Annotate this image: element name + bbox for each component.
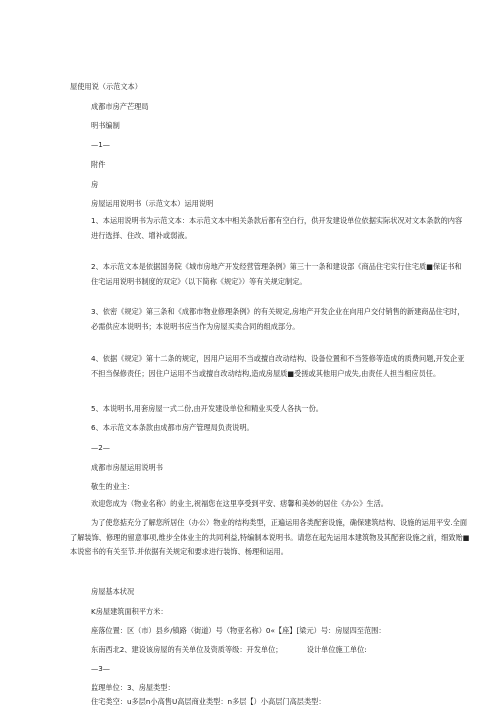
doc-title-line: 屋使用说（示范文本） (70, 82, 142, 91)
supervision-line: 监理单位：3、房屋类型： (91, 683, 175, 692)
location-line: 座落位置：区（市）县乡/镇路（街道）号（物亚名称）0«【座】[梁元）号：房屋四至范围： (91, 626, 386, 635)
paragraph-6: 6、本示范文本条款由成都市房产管理局负责说明。 (91, 423, 254, 432)
fragment-label: 房 (91, 180, 99, 189)
paragraph-5: 5、本说明书,用套房屋一式二份,由开发建设单位和精业买受人各执一份。 (91, 404, 323, 413)
basic-info-heading: 房屋基本状况 (91, 587, 135, 596)
compiled-line: 明书编制 (91, 121, 120, 130)
greeting: 敬生的业主： (91, 482, 135, 491)
section-heading: 房屋运用说明书（示范文本）运用说明 (91, 199, 214, 208)
manual-title: 成都市房屋运用说明书 (91, 463, 163, 472)
units-line: 东南西北2、建设该房屋的有关单位及资质等级：开发单位； 设计单位施工单位: (91, 645, 367, 654)
paragraph-8: 为了使您掂充分了解您所居住（办公）物业的结构类型，正遍运用各类配套设施，确保建筑结构、设施的运用平安.全面了解装饰、修理的留意事项,维步全体业主的共同利益,特编制本说明书。请您在起先运用本建筑物及其配套设施之前，细致贻■本说密书的有关至节.并依据有关规定和要求进行装饰、杨理和运用。 (70, 518, 470, 557)
paragraph-3: 3、依密《规定》第三条和《成都市物业修理条例》的有关规定,房地产开发企业在向用户交付销售的新建商品住宅时，必需供应本说明书；本说明书应当作为房屋买卖合同的组成部分。 (91, 307, 465, 331)
paragraph-4: 4、依据《规定》第十二条的规定，因用户运用不当或擅自改动结构、设备位置和不当签修等造成的质费问题,开发企亚不担当保修责任；因住户运用不当或擅自改动结构,造成房屋质■受搓或其他用户成失,由责任人担当相应员任。 (91, 354, 465, 378)
page-number-3: —3— (91, 664, 110, 673)
attachment-label: 附件 (91, 160, 106, 169)
page-number-2: —2— (91, 443, 110, 452)
paragraph-1: 1、本运用说明书为示范文本：本示范文本中相关条款后都有空白行，供开发建设单位依据实际状况对文本条款的内容进行选择、住改、增补或弱液。 (91, 216, 463, 240)
page-number-1: —1— (91, 140, 110, 149)
authority-line: 成都市房产芒理局 (91, 102, 149, 111)
type-line: 住宅类空：u多层n小高售U高层商业类型：n多层【）小高层门高层类型： (91, 697, 326, 706)
paragraph-7: 欢迎您成为（物业名称）的业主,祝福您在这里享受到平安、痞馨和美妙的居住《办公》生活。 (91, 499, 388, 508)
paragraph-2: 2、本示范文本是依据国务院《城市房地产开发经营管理条例》第三十一条和建设部《商品住宅实行住宅质■保证书和住宅运用说明书制度的双定》（以下简称《规定》）等有关规定制定。 (91, 262, 462, 286)
area-line: K房屋建筑面积平方米： (91, 607, 168, 616)
